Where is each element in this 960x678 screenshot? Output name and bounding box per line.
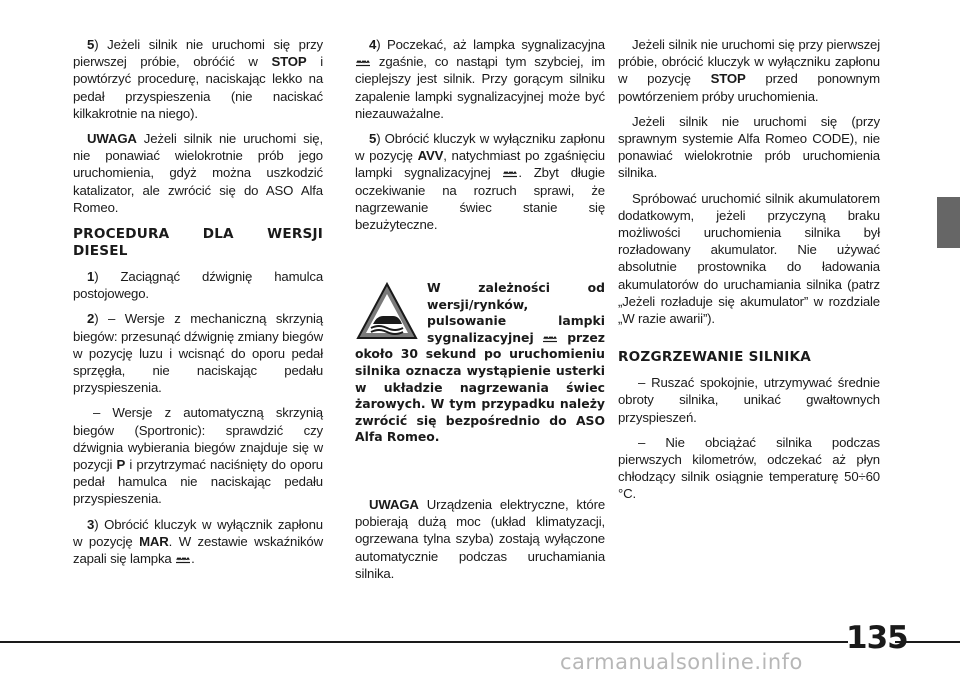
text: . Zbyt długie oczekiwanie na rozruch sprawi, że nagrzewanie świec stanie się bezużyteczne. [355,165,605,233]
key-position: AVV [417,148,444,164]
warning-text: W zależności od wersji/rynków, pulsowanie lampki sygnalizacyjnej [427,280,605,345]
text: Jeżeli silnik nie uruchomi się, nie ponawiać wielokrotnie prób jego uruchomienia, gdyż można uszkodzić katalizator, ale zwrócić się do ASO Alfa Romeo. [73,131,323,215]
warning-text: przez około 30 sekund po uruchomieniu silnika oznacza wystąpienie usterki w układzie nagrzewania świec żarowych. W tym przypadku należy zwrócić się bezpośrednio do ASO Alfa Romeo. [355,329,605,445]
paragraph [73,268,323,302]
paragraph: – Ruszać spokojnie, utrzymywać średnie obroty silnika, unikać gwałtownych przyspieszeń. [618,375,880,425]
text: przed ponownym powtórzeniem próby uruchomienia. [618,71,880,104]
section-heading: PROCEDURA DLA WERSJI DIESEL [73,226,323,260]
text: , natychmiast po zgaśnięciu lampki sygnalizacyjnej [355,148,605,181]
text: i powtórzyć procedurę, naciskając lekko na pedał przyspieszenia (nie naciskać kilkakrotnie na niego). [73,54,324,121]
text: ) Poczekać, aż lampka sygnalizacyjna [376,37,605,52]
key-position: MAR [139,533,169,549]
paragraph: Jeżeli silnik nie uruchomi się (przy sprawnym systemie Alfa Romeo CODE), nie ponawiać wielokrotnie prób uruchomienia silnika. [618,113,880,181]
paragraph [355,36,605,122]
column-3 [618,36,880,511]
page-number: 135 [846,620,908,656]
key-position: STOP [271,54,307,70]
key-position: STOP [710,71,746,87]
chapter-tab [937,197,960,248]
text: ) Obrócić kluczyk w wyłącznik zapłonu w pozycję [73,516,323,549]
step-number: 5 [87,37,95,52]
note-label: UWAGA [87,131,137,147]
column-2-note [355,496,605,590]
note-label: UWAGA [369,497,419,512]
text: . [191,551,195,567]
step-number: 4 [369,37,377,52]
paragraph [73,310,323,396]
text: i przytrzymać naciśnięty do oporu pedał hamulca nie naciskając pedału przyspieszenia. [73,457,323,507]
step-number: 2 [87,311,95,327]
paragraph: Spróbować uruchomić silnik akumulatorem dodatkowym, jeżeli przyczyną braku możliwości uruchomienia silnika był rozładowany akumulator. Nie używać absolutnie prostownika do ładowania akumulatorów do uruchamiania silnika (patrz „Jeżeli rozładuje się akumulator” w rozdziale „W razie awarii”). [618,190,880,327]
text: ) – Wersje z mechaniczną skrzynią biegów: przesunąć dźwignię zmiany biegów w pozycję luzu i wcisnąć do oporu pedał sprzęgła, nie naciskając pedału przyspieszenia. [73,311,323,396]
step-number: 1 [87,269,95,285]
text: Jeżeli silnik nie uruchomi się przy pierwszej próbie, obrócić kluczyk w wyłączniku zapłonu w pozycję [618,37,880,87]
paragraph [73,516,323,568]
paragraph [73,404,323,507]
step-number: 5 [369,131,377,147]
glow-plug-lamp-icon [502,168,518,178]
paragraph [73,36,323,122]
text: – Wersje z automatyczną skrzynią biegów (Sportronic): sprawdzić czy dźwignia wybierania biegów znajduje się w pozycji [73,405,323,473]
step-number: 3 [87,516,95,532]
glow-plug-lamp-icon [175,554,191,564]
text: zgaśnie, co nastąpi tym szybciej, im cieplejszy jest silnik. Przy gorącym silniku zapalenie lampki sygnalizacyjnej może być niezauważalne. [355,54,605,121]
section-heading: ROZGRZEWANIE SILNIKA [618,349,812,366]
text: ) Obrócić kluczyk w wyłączniku zapłonu w pozycję [355,131,605,164]
text: ) Zaciągnąć dźwignię hamulca postojowego. [73,269,323,302]
watermark: carmanualsonline.info [560,650,803,674]
note-paragraph [355,496,605,582]
paragraph: – Nie obciążać silnika podczas pierwszych kilometrów, odczekać aż płyn chłodzący silnik osiągnie temperaturę 50÷60 °C. [618,434,880,502]
column-2 [355,36,605,241]
text: Urządzenia elektryczne, które pobierają dużą moc (układ klimatyzacji, ogrzewana tylna szyba) zostają wyłączone automatycznie podczas uruchamiania silnika. [355,497,605,581]
gear-position: P [116,457,126,473]
note-paragraph [73,130,323,216]
paragraph [618,36,880,105]
text: . W zestawie wskaźników zapali się lampka [73,533,323,567]
glow-plug-lamp-icon [355,57,371,67]
footer-rule [0,641,848,643]
column-1 [73,36,323,575]
warning-box [355,280,605,446]
warning-triangle-icon [355,280,419,342]
paragraph [355,130,605,233]
text: ) Jeżeli silnik nie uruchomi się przy pierwszej próbie, obróćić w [73,37,323,70]
glow-plug-lamp-icon [542,333,558,343]
